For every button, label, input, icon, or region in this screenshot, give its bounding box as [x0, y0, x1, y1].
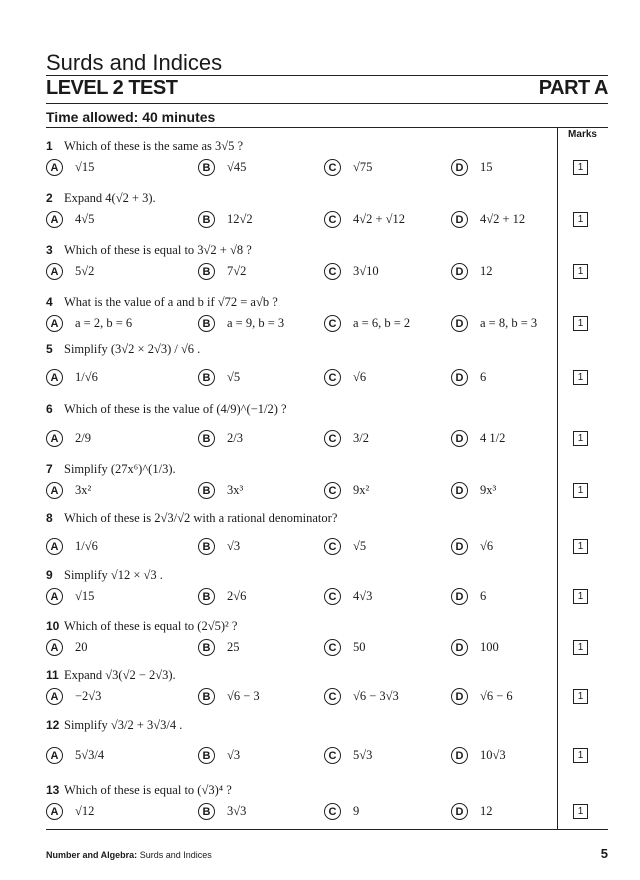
question-text [46, 243, 252, 258]
option-a[interactable] [46, 639, 88, 656]
option-a[interactable] [46, 803, 94, 820]
option-letter-circle[interactable]: A [46, 588, 63, 605]
option-b[interactable] [198, 369, 240, 386]
header-rule [46, 127, 608, 128]
question-number: 6 [46, 402, 53, 416]
marks-heading: Marks [568, 129, 597, 140]
question-prompt: Expand 4(√2 + 3). [64, 191, 156, 205]
option-letter-circle[interactable]: A [46, 369, 63, 386]
option-d[interactable] [451, 430, 505, 447]
option-c[interactable] [324, 430, 369, 447]
option-letter-circle[interactable]: C [324, 588, 341, 605]
mark-box: 1 [573, 689, 588, 704]
option-value: 6 [480, 370, 487, 384]
option-value: 12 [480, 264, 493, 278]
option-value: √5 [227, 370, 241, 384]
option-a[interactable] [46, 588, 94, 605]
question-number: 2 [46, 191, 53, 205]
option-a[interactable] [46, 315, 132, 332]
topic-title: Surds and Indices [46, 50, 223, 75]
marks-column [557, 127, 609, 829]
option-value: √6 [353, 370, 367, 384]
question-prompt: Which of these is the same as 3√5 ? [64, 139, 244, 153]
option-value: 10√3 [480, 748, 506, 762]
mark-box: 1 [573, 212, 588, 227]
option-value: 12 [480, 804, 493, 818]
option-letter-circle[interactable]: D [451, 482, 468, 499]
option-a[interactable] [46, 430, 91, 447]
option-c[interactable] [324, 803, 359, 820]
option-c[interactable] [324, 263, 379, 280]
option-value: 3x² [75, 483, 92, 497]
mark-box: 1 [573, 431, 588, 446]
option-c[interactable] [324, 482, 369, 499]
option-letter-circle[interactable]: B [198, 159, 215, 176]
option-letter-circle[interactable]: C [324, 369, 341, 386]
option-c[interactable] [324, 211, 405, 228]
option-letter-circle[interactable]: D [451, 639, 468, 656]
question-prompt: Simplify (27x⁶)^(1/3). [64, 462, 176, 476]
option-letter-circle[interactable]: A [46, 315, 63, 332]
option-letter-circle[interactable]: D [451, 263, 468, 280]
option-value: 2/9 [75, 431, 91, 445]
option-d[interactable] [451, 482, 496, 499]
option-value: 4√5 [75, 212, 95, 226]
option-value: √45 [227, 160, 247, 174]
option-value: √5 [353, 539, 367, 553]
option-letter-circle[interactable]: A [46, 263, 63, 280]
option-value: −2√3 [75, 689, 102, 703]
question-text [46, 342, 200, 357]
option-b[interactable] [198, 159, 246, 176]
question-number: 11 [46, 668, 59, 682]
option-a[interactable] [46, 263, 94, 280]
option-b[interactable] [198, 588, 246, 605]
option-a[interactable] [46, 482, 91, 499]
option-letter-circle[interactable]: B [198, 803, 215, 820]
footer-subject: Number and Algebra: [46, 850, 138, 860]
mark-box: 1 [573, 316, 588, 331]
mark-box: 1 [573, 640, 588, 655]
option-letter-circle[interactable]: B [198, 369, 215, 386]
option-value: 1/√6 [75, 370, 98, 384]
option-value: 2/3 [227, 431, 243, 445]
option-letter-circle[interactable]: C [324, 315, 341, 332]
question-number: 12 [46, 718, 60, 732]
option-b[interactable] [198, 211, 253, 228]
option-d[interactable] [451, 538, 493, 555]
option-value: 6 [480, 589, 487, 603]
question-number: 1 [46, 139, 53, 153]
option-value: 20 [75, 640, 88, 654]
option-value: 50 [353, 640, 366, 654]
option-c[interactable] [324, 159, 372, 176]
option-letter-circle[interactable]: C [324, 803, 341, 820]
option-letter-circle[interactable]: B [198, 211, 215, 228]
option-c[interactable] [324, 369, 366, 386]
option-value: 3x³ [227, 483, 244, 497]
question-text [46, 783, 232, 798]
option-letter-circle[interactable]: C [324, 482, 341, 499]
mark-box: 1 [573, 264, 588, 279]
option-letter-circle[interactable]: C [324, 430, 341, 447]
mark-box: 1 [573, 370, 588, 385]
question-prompt: Simplify (3√2 × 2√3) / √6 . [64, 342, 201, 356]
option-letter-circle[interactable]: C [324, 688, 341, 705]
part-title: PART A [538, 77, 608, 99]
question-prompt: Which of these is 2√3/√2 with a rational denominator? [64, 511, 338, 525]
option-value: a = 9, b = 3 [227, 316, 285, 330]
option-d[interactable] [451, 639, 499, 656]
option-a[interactable] [46, 211, 94, 228]
option-value: √6 − 3√3 [353, 689, 399, 703]
option-value: 5√3 [353, 748, 373, 762]
option-value: 3/2 [353, 431, 369, 445]
option-value: 9x³ [480, 483, 497, 497]
option-c[interactable] [324, 688, 399, 705]
option-letter-circle[interactable]: A [46, 747, 63, 764]
mark-box: 1 [573, 748, 588, 763]
option-value: 12√2 [227, 212, 253, 226]
option-letter-circle[interactable]: D [451, 803, 468, 820]
header-rule [46, 75, 608, 76]
question-prompt: What is the value of a and b if √72 = a√b ? [64, 295, 278, 309]
option-value: 2√6 [227, 589, 247, 603]
option-value: a = 8, b = 3 [480, 316, 538, 330]
option-letter-circle[interactable]: B [198, 315, 215, 332]
option-value: 3√3 [227, 804, 247, 818]
question-prompt: Expand √3(√2 − 2√3). [64, 668, 176, 682]
option-value: 5√2 [75, 264, 95, 278]
option-letter-circle[interactable]: D [451, 588, 468, 605]
mark-box: 1 [573, 539, 588, 554]
option-value: √3 [227, 539, 241, 553]
option-value: a = 2, b = 6 [75, 316, 133, 330]
option-letter-circle[interactable]: D [451, 430, 468, 447]
option-letter-circle[interactable]: C [324, 263, 341, 280]
option-value: √75 [353, 160, 373, 174]
option-c[interactable] [324, 315, 410, 332]
option-value: √6 − 3 [227, 689, 260, 703]
option-value: 1/√6 [75, 539, 98, 553]
option-letter-circle[interactable]: C [324, 747, 341, 764]
option-d[interactable] [451, 588, 486, 605]
question-text [46, 295, 278, 310]
option-d[interactable] [451, 159, 493, 176]
option-b[interactable] [198, 315, 284, 332]
question-text [46, 402, 287, 417]
question-number: 10 [46, 619, 60, 633]
option-b[interactable] [198, 482, 243, 499]
option-value: √15 [75, 589, 95, 603]
level-title: LEVEL 2 TEST [46, 77, 178, 99]
option-d[interactable] [451, 263, 493, 280]
option-letter-circle[interactable]: C [324, 639, 341, 656]
question-number: 3 [46, 243, 53, 257]
question-number: 9 [46, 568, 53, 582]
option-value: a = 6, b = 2 [353, 316, 411, 330]
option-value: 4√3 [353, 589, 373, 603]
question-prompt: Which of these is the value of (4/9)^(−1/2) ? [64, 402, 287, 416]
option-value: 3√10 [353, 264, 379, 278]
option-value: 100 [480, 640, 499, 654]
option-letter-circle[interactable]: B [198, 639, 215, 656]
question-number: 13 [46, 783, 60, 797]
option-letter-circle[interactable]: B [198, 538, 215, 555]
option-letter-circle[interactable]: B [198, 263, 215, 280]
option-letter-circle[interactable]: D [451, 159, 468, 176]
question-number: 4 [46, 295, 53, 309]
option-letter-circle[interactable]: A [46, 538, 63, 555]
option-letter-circle[interactable]: C [324, 159, 341, 176]
option-b[interactable] [198, 263, 246, 280]
option-value: √12 [75, 804, 95, 818]
option-a[interactable] [46, 159, 94, 176]
option-letter-circle[interactable]: D [451, 747, 468, 764]
option-value: √6 [480, 539, 494, 553]
option-value: √6 − 6 [480, 689, 513, 703]
option-letter-circle[interactable]: D [451, 369, 468, 386]
option-b[interactable] [198, 747, 240, 764]
question-text [46, 668, 176, 683]
option-value: √15 [75, 160, 95, 174]
option-value: 5√3/4 [75, 748, 105, 762]
question-text [46, 139, 243, 154]
footer-subtopic: Surds and Indices [139, 850, 212, 860]
option-letter-circle[interactable]: D [451, 688, 468, 705]
option-c[interactable] [324, 639, 366, 656]
question-text [46, 619, 237, 634]
question-prompt: Which of these is equal to 3√2 + √8 ? [64, 243, 252, 257]
page-number: 5 [600, 846, 608, 861]
option-d[interactable] [451, 369, 486, 386]
option-b[interactable] [198, 430, 243, 447]
option-letter-circle[interactable]: D [451, 211, 468, 228]
option-a[interactable] [46, 538, 98, 555]
option-value: 25 [227, 640, 240, 654]
option-c[interactable] [324, 588, 372, 605]
option-letter-circle[interactable]: A [46, 430, 63, 447]
option-letter-circle[interactable]: A [46, 159, 63, 176]
option-value: 4√2 + 12 [480, 212, 526, 226]
option-b[interactable] [198, 688, 260, 705]
option-letter-circle[interactable]: B [198, 688, 215, 705]
option-d[interactable] [451, 688, 513, 705]
option-letter-circle[interactable]: D [451, 315, 468, 332]
question-prompt: Which of these is equal to (2√5)² ? [64, 619, 238, 633]
option-value: √3 [227, 748, 241, 762]
mark-box: 1 [573, 483, 588, 498]
question-text [46, 568, 163, 583]
option-b[interactable] [198, 538, 240, 555]
footer-rule [46, 829, 608, 830]
option-letter-circle[interactable]: C [324, 538, 341, 555]
question-text [46, 718, 182, 733]
option-letter-circle[interactable]: B [198, 588, 215, 605]
option-value: 4√2 + √12 [353, 212, 406, 226]
option-letter-circle[interactable]: C [324, 211, 341, 228]
option-letter-circle[interactable]: A [46, 803, 63, 820]
option-a[interactable] [46, 369, 98, 386]
option-letter-circle[interactable]: D [451, 538, 468, 555]
option-value: 4 1/2 [480, 431, 506, 445]
question-number: 5 [46, 342, 53, 356]
option-value: 9x² [353, 483, 370, 497]
option-d[interactable] [451, 315, 537, 332]
option-letter-circle[interactable]: B [198, 430, 215, 447]
time-allowed: Time allowed: 40 minutes [46, 109, 216, 125]
option-a[interactable] [46, 747, 104, 764]
mark-box: 1 [573, 160, 588, 175]
question-prompt: Simplify √3/2 + 3√3/4 . [64, 718, 183, 732]
question-text [46, 511, 337, 526]
question-text [46, 462, 176, 477]
option-value: 9 [353, 804, 360, 818]
mark-box: 1 [573, 589, 588, 604]
option-d[interactable] [451, 211, 525, 228]
option-letter-circle[interactable]: A [46, 211, 63, 228]
option-letter-circle[interactable]: B [198, 747, 215, 764]
footer-text [46, 850, 212, 860]
question-number: 7 [46, 462, 53, 476]
question-prompt: Which of these is equal to (√3)⁴ ? [64, 783, 232, 797]
mark-box: 1 [573, 804, 588, 819]
question-number: 8 [46, 511, 53, 525]
question-prompt: Simplify √12 × √3 . [64, 568, 163, 582]
option-letter-circle[interactable]: A [46, 639, 63, 656]
question-text [46, 191, 156, 206]
option-a[interactable] [46, 688, 101, 705]
option-letter-circle[interactable]: B [198, 482, 215, 499]
option-d[interactable] [451, 747, 506, 764]
option-letter-circle[interactable]: A [46, 688, 63, 705]
option-d[interactable] [451, 803, 493, 820]
option-letter-circle[interactable]: A [46, 482, 63, 499]
option-c[interactable] [324, 538, 366, 555]
option-value: 15 [480, 160, 493, 174]
option-value: 7√2 [227, 264, 247, 278]
option-c[interactable] [324, 747, 372, 764]
header-rule [46, 103, 608, 104]
option-b[interactable] [198, 639, 240, 656]
option-b[interactable] [198, 803, 246, 820]
